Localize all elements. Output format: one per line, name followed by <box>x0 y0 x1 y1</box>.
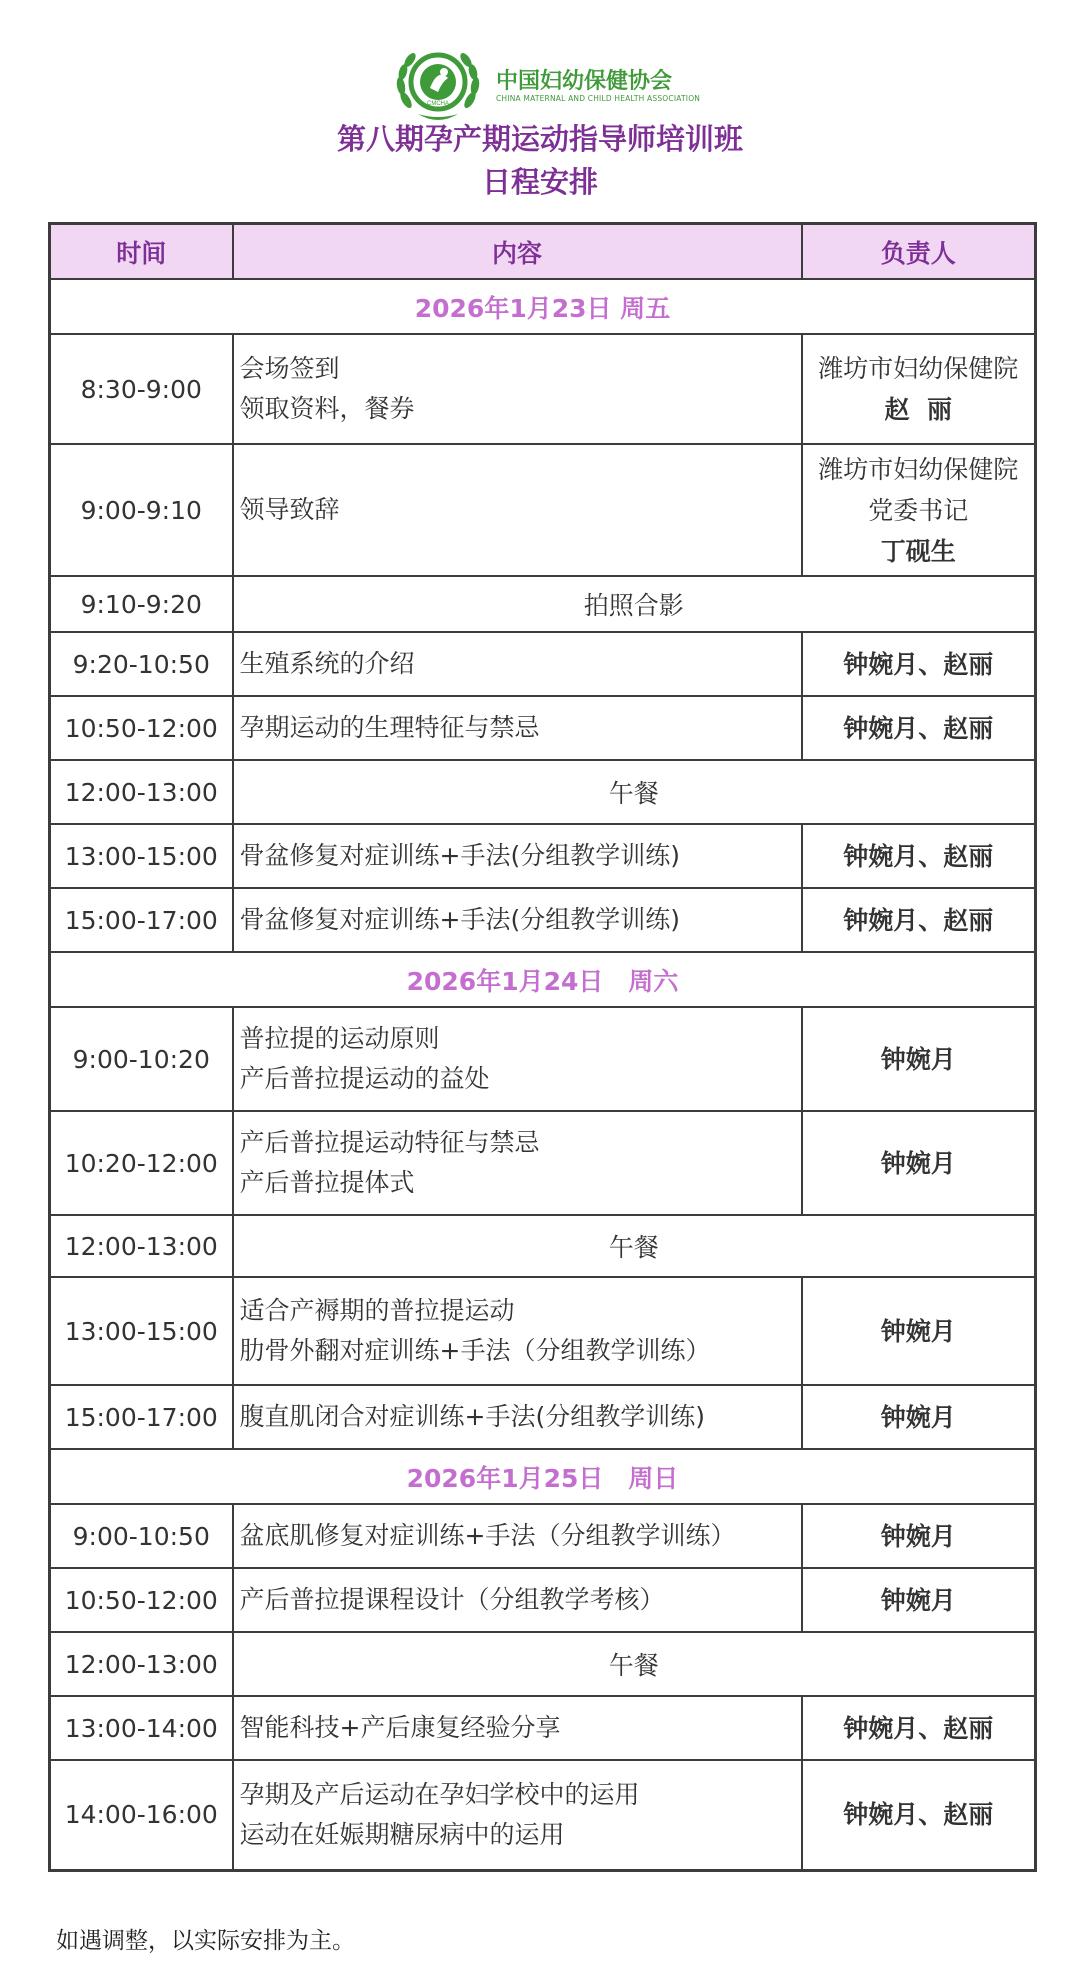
time-cell: 15:00-17:00 <box>50 888 233 952</box>
content-line: 产后普拉提运动特征与禁忌 <box>239 1128 540 1157</box>
owner-cell: 钟婉月、赵丽 <box>802 888 1036 952</box>
content-cell <box>233 1760 802 1870</box>
table-row <box>50 576 1036 632</box>
table-row <box>50 1760 1036 1870</box>
time-cell: 9:20-10:50 <box>50 632 233 696</box>
time-cell: 13:00-15:00 <box>50 1277 233 1385</box>
time-cell: 12:00-13:00 <box>50 1632 233 1696</box>
owner-cell <box>802 334 1036 444</box>
time-cell: 15:00-17:00 <box>50 1385 233 1449</box>
content-cell <box>233 334 802 444</box>
schedule-table <box>48 222 1037 1872</box>
content-cell: 孕期运动的生理特征与禁忌 <box>233 696 802 760</box>
time-cell: 14:00-16:00 <box>50 1760 233 1870</box>
time-cell: 10:20-12:00 <box>50 1111 233 1215</box>
time-cell: 9:00-9:10 <box>50 444 233 576</box>
time-cell: 9:00-10:20 <box>50 1007 233 1111</box>
svg-text:CMCHA: CMCHA <box>427 101 449 107</box>
content-cell <box>233 1277 802 1385</box>
content-cell: 骨盆修复对症训练+手法(分组教学训练) <box>233 888 802 952</box>
owner-title: 党委书记 <box>868 495 969 525</box>
table-row <box>50 760 1036 824</box>
table-row <box>50 1696 1036 1760</box>
content-line: 会场签到 <box>239 354 340 383</box>
time-cell: 10:50-12:00 <box>50 1568 233 1632</box>
time-cell: 8:30-9:00 <box>50 334 233 444</box>
time-cell: 9:00-10:50 <box>50 1504 233 1568</box>
header-time: 时间 <box>50 224 233 280</box>
table-row <box>50 1385 1036 1449</box>
content-line: 孕期及产后运动在孕妇学校中的运用 <box>239 1779 640 1809</box>
table-row <box>50 1632 1036 1696</box>
table-row <box>50 888 1036 952</box>
table-row <box>50 632 1036 696</box>
content-line: 产后普拉提体式 <box>239 1168 415 1197</box>
table-row <box>50 444 1036 576</box>
table-row <box>50 1568 1036 1632</box>
owner-org: 潍坊市妇幼保健院 <box>818 454 1019 484</box>
owner-name: 赵 丽 <box>884 395 952 424</box>
day-date: 2026年1月23日 周五 <box>50 279 1036 334</box>
owner-cell: 钟婉月、赵丽 <box>802 824 1036 888</box>
day-row <box>50 952 1036 1007</box>
owner-cell: 钟婉月 <box>802 1111 1036 1215</box>
owner-cell: 钟婉月 <box>802 1277 1036 1385</box>
table-row <box>50 334 1036 444</box>
association-emblem-icon <box>392 42 484 126</box>
owner-name: 丁砚生 <box>880 536 956 566</box>
content-line: 肋骨外翻对症训练+手法（分组教学训练） <box>239 1336 711 1365</box>
span-cell: 拍照合影 <box>233 576 1036 632</box>
day-row <box>50 1449 1036 1504</box>
owner-cell: 钟婉月、赵丽 <box>802 632 1036 696</box>
content-line: 运动在妊娠期糖尿病中的运用 <box>239 1819 565 1849</box>
day-date: 2026年1月24日 周六 <box>50 952 1036 1007</box>
content-cell: 生殖系统的介绍 <box>233 632 802 696</box>
table-row <box>50 1277 1036 1385</box>
table-row <box>50 1504 1036 1568</box>
owner-cell: 钟婉月、赵丽 <box>802 1696 1036 1760</box>
content-line: 领取资料，餐券 <box>239 394 415 423</box>
table-row <box>50 1007 1036 1111</box>
time-cell: 12:00-13:00 <box>50 1215 233 1277</box>
table-row <box>50 1215 1036 1277</box>
owner-cell: 钟婉月 <box>802 1568 1036 1632</box>
table-row <box>50 824 1036 888</box>
time-cell: 12:00-13:00 <box>50 760 233 824</box>
time-cell: 10:50-12:00 <box>50 696 233 760</box>
table-header-row <box>50 224 1036 280</box>
header-content: 内容 <box>233 224 802 280</box>
table-row <box>50 696 1036 760</box>
owner-cell: 钟婉月、赵丽 <box>802 696 1036 760</box>
header-owner: 负责人 <box>802 224 1036 280</box>
owner-cell: 钟婉月、赵丽 <box>802 1760 1036 1870</box>
footnote: 如遇调整，以实际安排为主。 <box>56 1928 355 1954</box>
association-logo <box>392 38 712 128</box>
content-cell: 腹直肌闭合对症训练+手法(分组教学训练) <box>233 1385 802 1449</box>
day-date: 2026年1月25日 周日 <box>50 1449 1036 1504</box>
content-line: 产后普拉提运动的益处 <box>239 1064 490 1093</box>
page-title: 第八期孕产期运动指导师培训班 <box>336 122 743 156</box>
owner-cell: 钟婉月 <box>802 1385 1036 1449</box>
content-cell: 智能科技+产后康复经验分享 <box>233 1696 802 1760</box>
time-cell: 13:00-15:00 <box>50 824 233 888</box>
owner-org: 潍坊市妇幼保健院 <box>818 354 1019 383</box>
day-row <box>50 279 1036 334</box>
content-cell <box>233 444 802 576</box>
owner-cell: 钟婉月 <box>802 1007 1036 1111</box>
content-cell: 骨盆修复对症训练+手法(分组教学训练) <box>233 824 802 888</box>
content-line: 领导致辞 <box>239 495 340 524</box>
page-subtitle: 日程安排 <box>481 165 598 199</box>
span-cell: 午餐 <box>233 1632 1036 1696</box>
content-line: 适合产褥期的普拉提运动 <box>239 1296 515 1325</box>
logo-chinese-name: 中国妇幼保健协会 <box>496 69 673 94</box>
span-cell: 午餐 <box>233 760 1036 824</box>
span-cell: 午餐 <box>233 1215 1036 1277</box>
content-cell: 盆底肌修复对症训练+手法（分组教学训练） <box>233 1504 802 1568</box>
content-line: 普拉提的运动原则 <box>239 1024 440 1053</box>
content-cell <box>233 1111 802 1215</box>
owner-cell <box>802 444 1036 576</box>
table-row <box>50 1111 1036 1215</box>
content-cell: 产后普拉提课程设计（分组教学考核） <box>233 1568 802 1632</box>
time-cell: 13:00-14:00 <box>50 1696 233 1760</box>
owner-cell: 钟婉月 <box>802 1504 1036 1568</box>
time-cell: 9:10-9:20 <box>50 576 233 632</box>
content-cell <box>233 1007 802 1111</box>
logo-english-name: CHINA MATERNAL AND CHILD HEALTH ASSOCIATION <box>496 94 701 103</box>
